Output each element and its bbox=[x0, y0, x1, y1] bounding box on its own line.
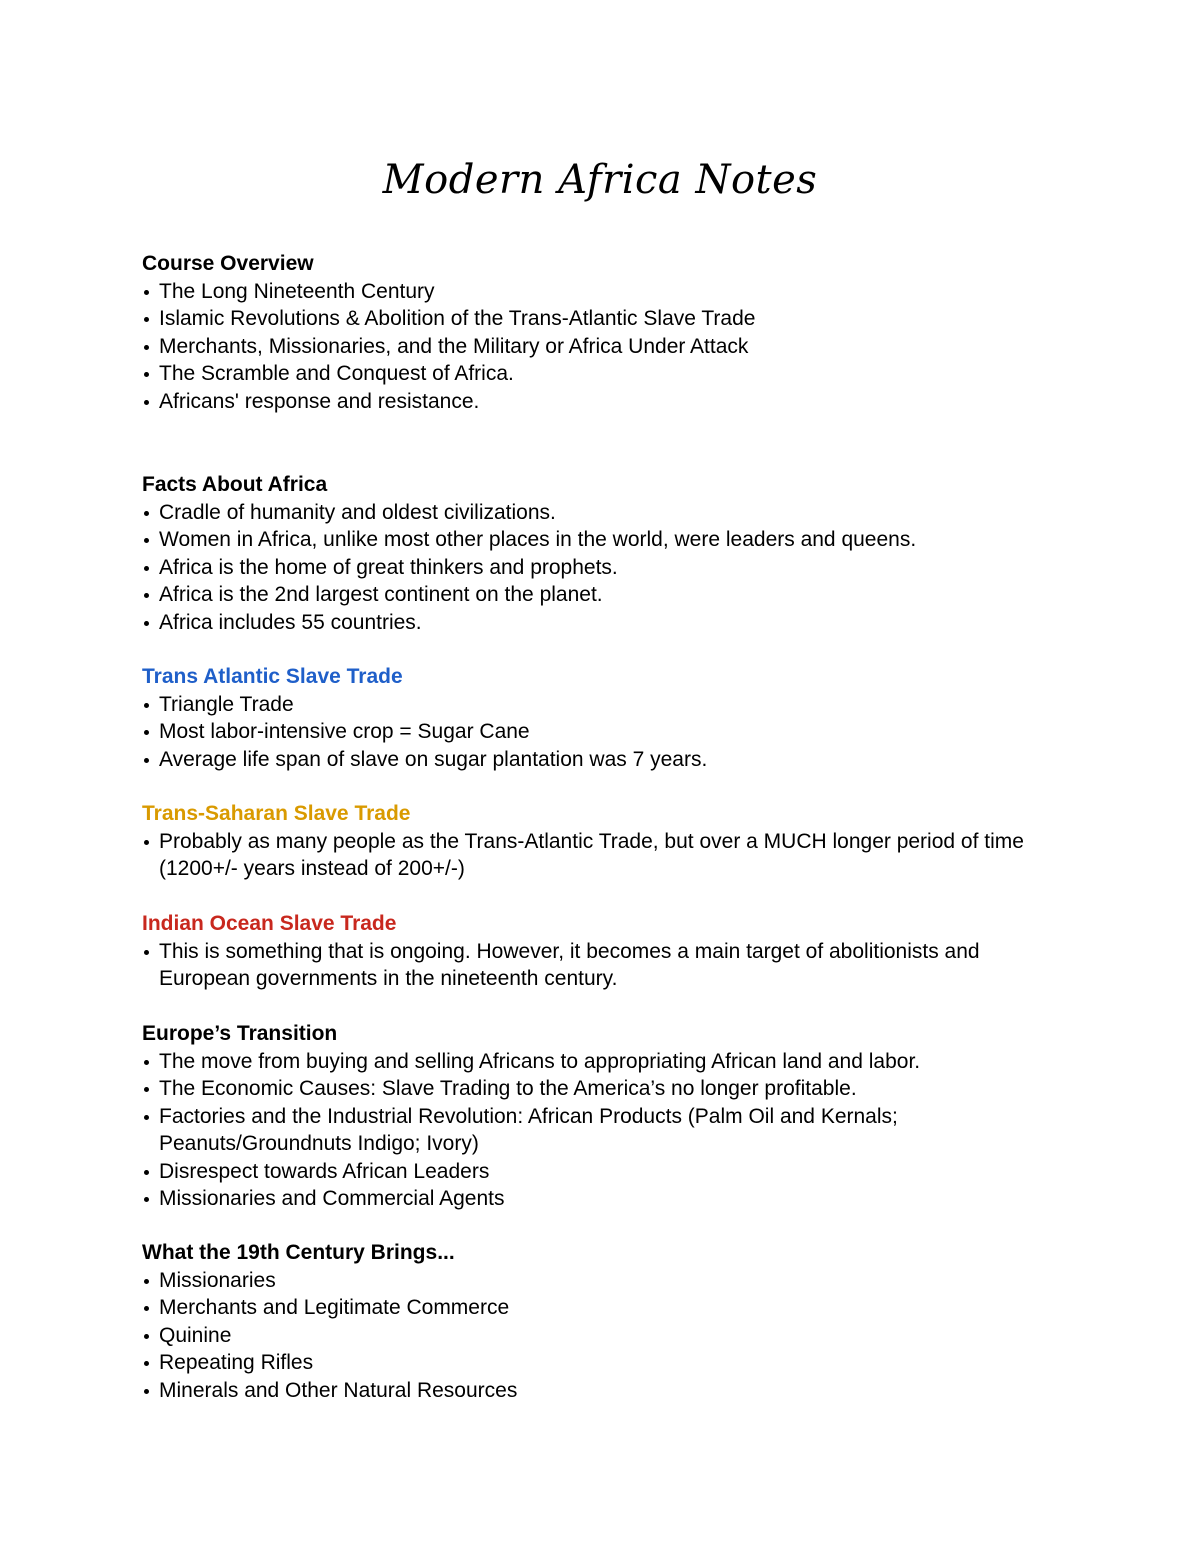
list-item: Merchants, Missionaries, and the Military or Africa Under Attack bbox=[142, 333, 1072, 361]
section-heading-trans-saharan: Trans-Saharan Slave Trade bbox=[142, 802, 411, 825]
section-trans-saharan bbox=[142, 800, 1072, 883]
page-title: Modern Africa Notes bbox=[382, 157, 818, 203]
list-item: Africa includes 55 countries. bbox=[142, 609, 1072, 637]
list-item: The Economic Causes: Slave Trading to the America’s no longer profitable. bbox=[142, 1075, 1072, 1103]
bullet-list bbox=[142, 691, 1072, 774]
list-item: Probably as many people as the Trans-Atlantic Trade, but over a MUCH longer period of time (1200+/- years instead of 200+/-) bbox=[142, 828, 1072, 883]
list-item: Islamic Revolutions & Abolition of the Trans-Atlantic Slave Trade bbox=[142, 305, 1072, 333]
list-item: Cradle of humanity and oldest civilizations. bbox=[142, 499, 1072, 527]
list-item: Factories and the Industrial Revolution: African Products (Palm Oil and Kernals; Peanuts/Groundnuts Indigo; Ivory) bbox=[142, 1103, 1072, 1158]
list-item: Most labor-intensive crop = Sugar Cane bbox=[142, 718, 1072, 746]
list-item: Africans' response and resistance. bbox=[142, 388, 1072, 416]
section-heading: Course Overview bbox=[142, 252, 314, 275]
list-item: Quinine bbox=[142, 1322, 1072, 1350]
list-item: Disrespect towards African Leaders bbox=[142, 1158, 1072, 1186]
list-item: The Long Nineteenth Century bbox=[142, 278, 1072, 306]
section-facts-about-africa bbox=[142, 471, 1072, 636]
bullet-list bbox=[142, 499, 1072, 637]
bullet-list bbox=[142, 278, 1072, 416]
section-indian-ocean bbox=[142, 910, 1072, 993]
section-course-overview bbox=[142, 250, 1072, 415]
section-heading-trans-atlantic: Trans Atlantic Slave Trade bbox=[142, 665, 403, 688]
list-item: Africa is the home of great thinkers and prophets. bbox=[142, 554, 1072, 582]
list-item: The move from buying and selling Africans to appropriating African land and labor. bbox=[142, 1048, 1072, 1076]
section-europes-transition bbox=[142, 1020, 1072, 1213]
section-19th-century bbox=[142, 1239, 1072, 1404]
list-item: Missionaries and Commercial Agents bbox=[142, 1185, 1072, 1213]
section-heading: What the 19th Century Brings... bbox=[142, 1241, 455, 1264]
bullet-list bbox=[142, 828, 1072, 883]
list-item: The Scramble and Conquest of Africa. bbox=[142, 360, 1072, 388]
bullet-list bbox=[142, 1267, 1072, 1405]
section-heading: Europe’s Transition bbox=[142, 1022, 338, 1045]
section-trans-atlantic bbox=[142, 663, 1072, 773]
list-item: Merchants and Legitimate Commerce bbox=[142, 1294, 1072, 1322]
list-item: Women in Africa, unlike most other places in the world, were leaders and queens. bbox=[142, 526, 1072, 554]
list-item: Triangle Trade bbox=[142, 691, 1072, 719]
list-item: Africa is the 2nd largest continent on the planet. bbox=[142, 581, 1072, 609]
bullet-list bbox=[142, 1048, 1072, 1213]
list-item: Average life span of slave on sugar plantation was 7 years. bbox=[142, 746, 1072, 774]
bullet-list bbox=[142, 938, 1072, 993]
list-item: Repeating Rifles bbox=[142, 1349, 1072, 1377]
section-heading-indian-ocean: Indian Ocean Slave Trade bbox=[142, 912, 397, 935]
list-item: This is something that is ongoing. However, it becomes a main target of abolitionists and European governments in the nineteenth century. bbox=[142, 938, 1072, 993]
section-heading: Facts About Africa bbox=[142, 473, 328, 496]
list-item: Minerals and Other Natural Resources bbox=[142, 1377, 1072, 1405]
list-item: Missionaries bbox=[142, 1267, 1072, 1295]
